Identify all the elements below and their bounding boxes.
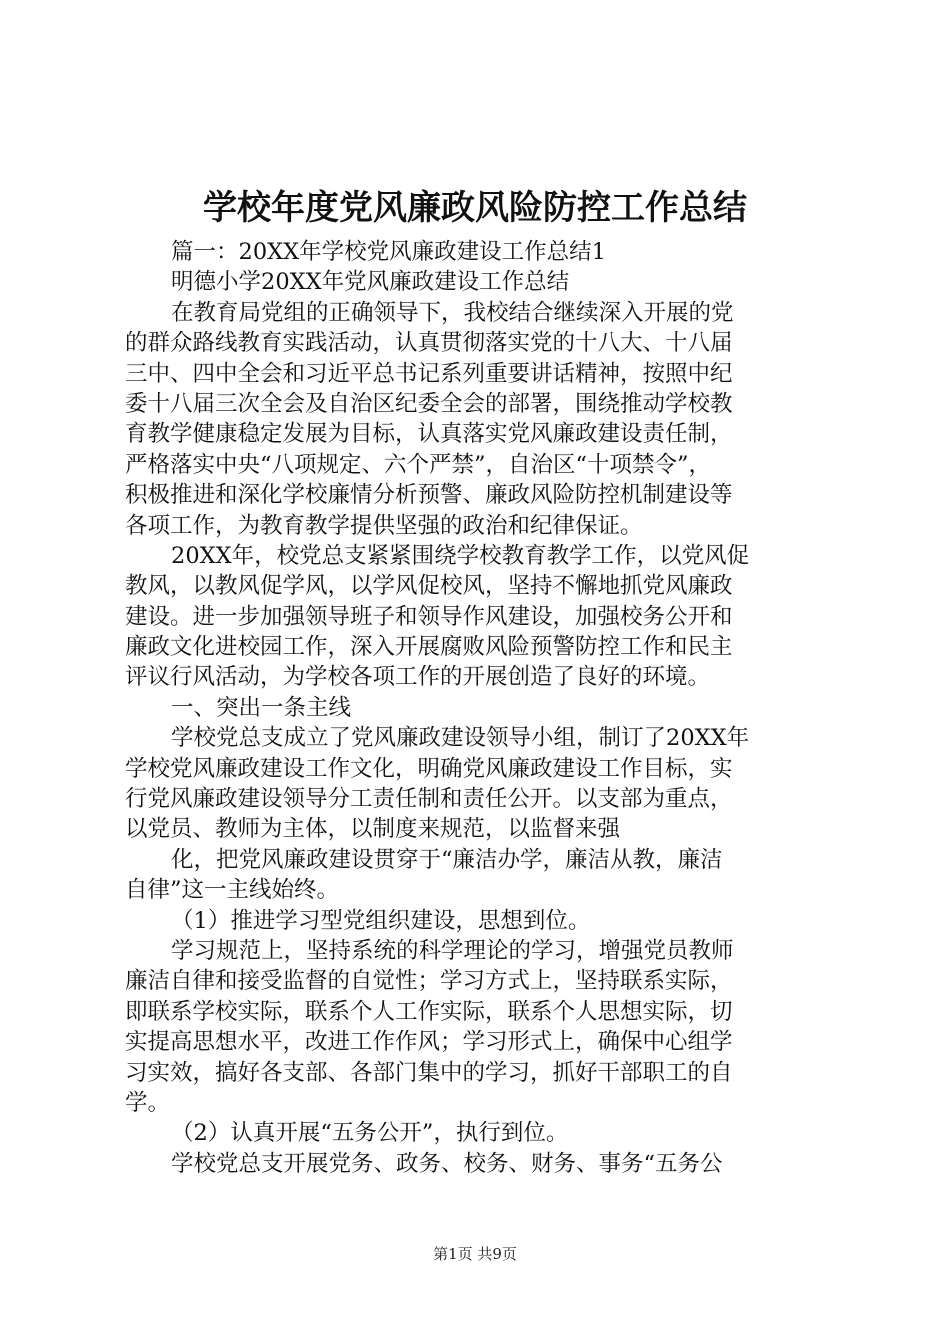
body-line: 委十八届三次全会及自治区纪委全会的部署，围绕推动学校教 (125, 390, 733, 417)
body-line: 评议行风活动，为学校各项工作的开展创造了良好的环境。 (125, 664, 711, 691)
body-line: 学校党总支开展党务、政务、校务、财务、事务“五务公 (171, 1150, 723, 1177)
body-line: 三中、四中全会和习近平总书记系列重要讲话精神，按照中纪 (125, 360, 733, 387)
body-line: 学习规范上，坚持系统的科学理论的学习，增强党员教师 (171, 937, 734, 964)
body-line: 廉政文化进校园工作，深入开展腐败风险预警防控工作和民主 (125, 634, 733, 661)
body-line: 学。 (125, 1089, 171, 1116)
document-title: 学校年度党风廉政风险防控工作总结 (203, 188, 747, 228)
body-line: 明德小学20XX年党风廉政建设工作总结 (171, 269, 570, 296)
body-line: 廉洁自律和接受监督的自觉性；学习方式上，坚持联系实际， (125, 968, 733, 995)
body-line: 一、突出一条主线 (171, 694, 352, 721)
body-line: （2）认真开展“五务公开”，执行到位。 (171, 1120, 569, 1147)
body-line: （1）推进学习型党组织建设，思想到位。 (171, 907, 591, 934)
body-line: 学校党总支成立了党风廉政建设领导小组，制订了20XX年 (171, 725, 750, 752)
body-line: 即联系学校实际，联系个人工作实际，联系个人思想实际，切 (125, 998, 733, 1025)
body-line: 学校党风廉政建设工作文化，明确党风廉政建设工作目标，实 (125, 755, 733, 782)
body-line: 严格落实中央“八项规定、六个严禁”，自治区“十项禁令”， (125, 451, 712, 478)
body-line: 20XX年，校党总支紧紧围绕学校教育教学工作，以党风促 (171, 542, 750, 569)
body-line: 习实效，搞好各支部、各部门集中的学习，抓好干部职工的自 (125, 1059, 733, 1086)
body-line: 化，把党风廉政建设贯穿于“廉洁办学，廉洁从教，廉洁 (171, 846, 723, 873)
body-line: 实提高思想水平，改进工作作风；学习形式上，确保中心组学 (125, 1029, 733, 1056)
body-line: 的群众路线教育实践活动，认真贯彻落实党的十八大、十八届 (125, 330, 733, 357)
body-line: 在教育局党组的正确领导下，我校结合继续深入开展的党 (171, 299, 734, 326)
body-line: 积极推进和深化学校廉情分析预警、廉政风险防控机制建设等 (125, 482, 733, 509)
body-line: 教风，以教风促学风，以学风促校风，坚持不懈地抓党风廉政 (125, 573, 733, 600)
body-line: 自律”这一主线始终。 (125, 877, 340, 904)
body-line: 育教学健康稳定发展为目标，认真落实党风廉政建设责任制， (125, 421, 733, 448)
body-line: 以党员、教师为主体，以制度来规范，以监督来强 (125, 816, 621, 843)
body-line: 篇一：20XX年学校党风廉政建设工作总结1 (171, 239, 606, 265)
body-line: 行党风廉政建设领导分工责任制和责任公开。以支部为重点， (125, 786, 733, 813)
page-footer: 第1页 共9页 (433, 1245, 517, 1263)
body-line: 建设。进一步加强领导班子和领导作风建设，加强校务公开和 (125, 603, 733, 630)
document-body (125, 237, 830, 1179)
body-line: 各项工作，为教育教学提供坚强的政治和纪律保证。 (125, 512, 643, 539)
